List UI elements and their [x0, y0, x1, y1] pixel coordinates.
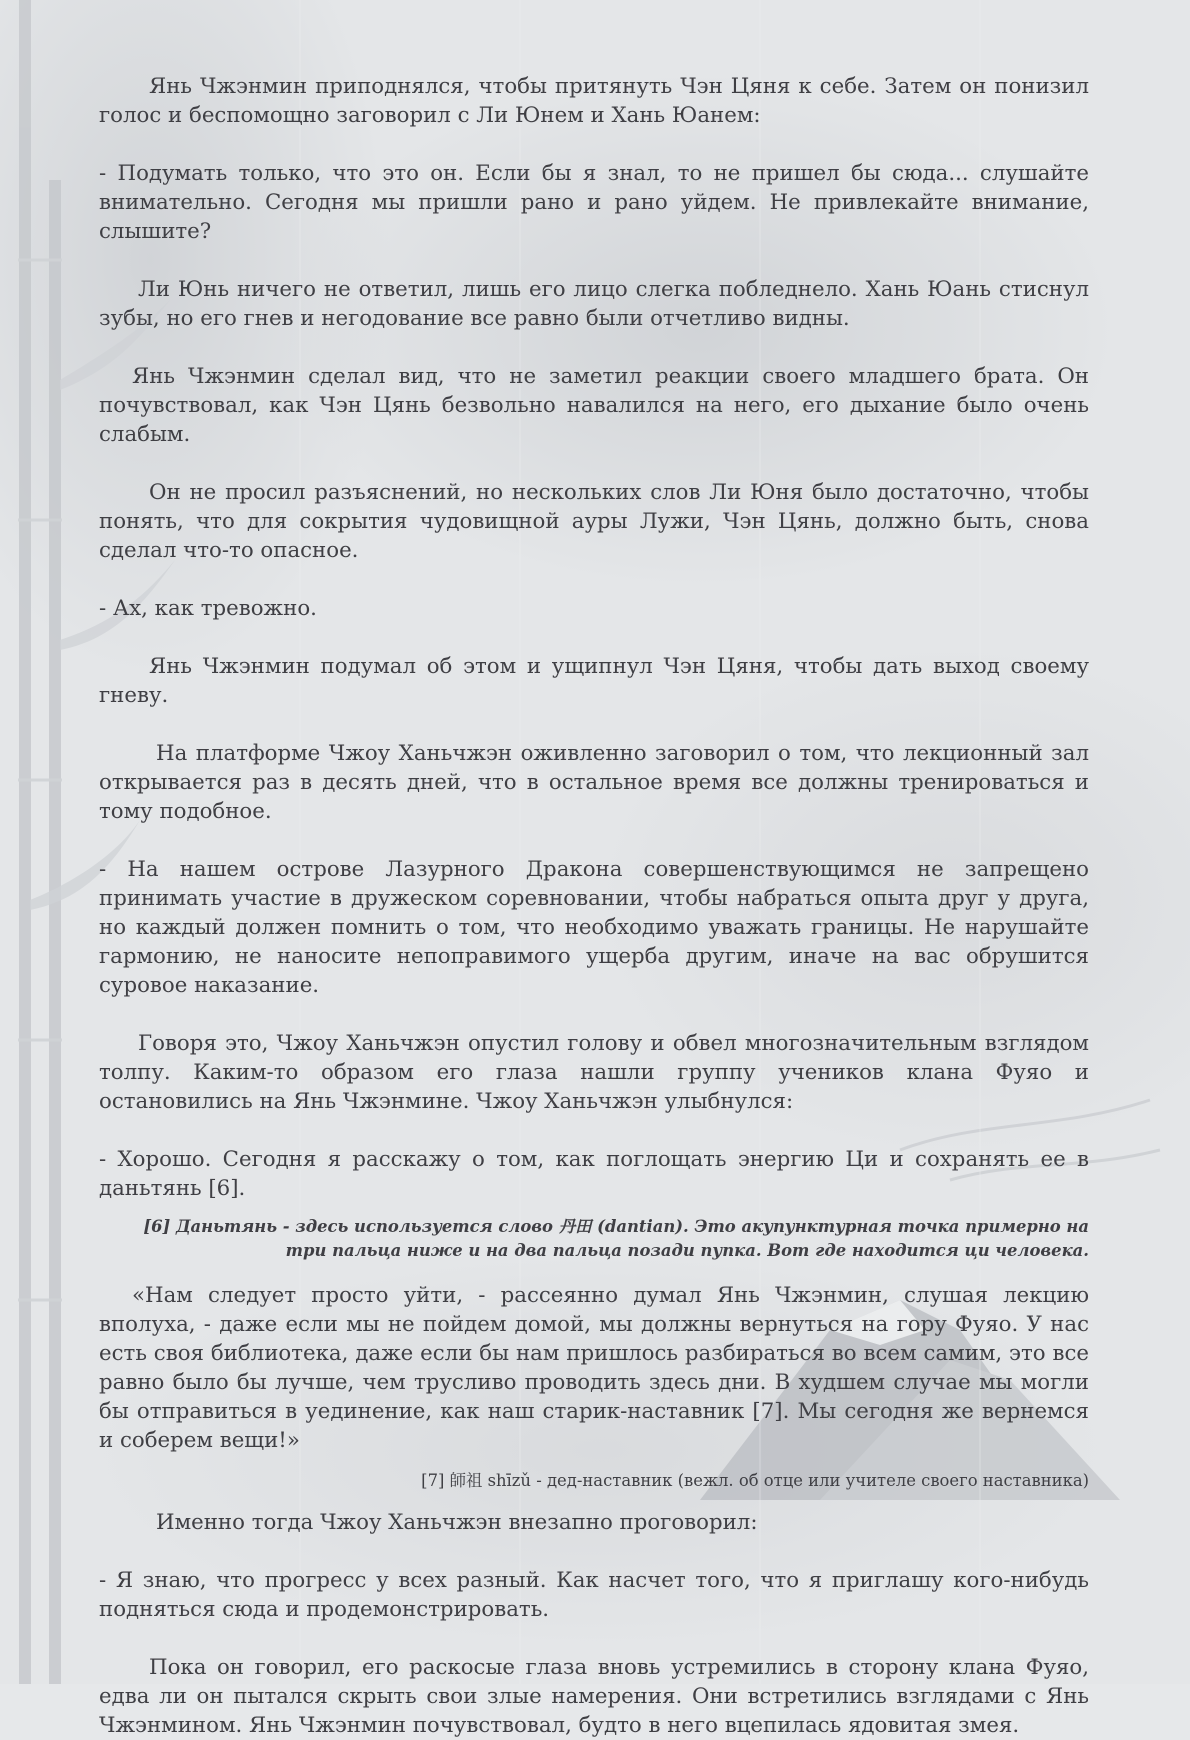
paragraph: Говоря это, Чжоу Ханьчжэн опустил голову и обвел многозначительным взглядом толпу. Каким-то образом его глаза нашли группу учеников клана Фуяо и остановились на Янь Чжэнмине. Чжоу Ханьчжэн улыбнулся: — [99, 1031, 1089, 1114]
paragraph: Янь Чжэнмин подумал об этом и ущипнул Чэн Цяня, чтобы дать выход своему гневу. — [99, 654, 1089, 708]
paragraph: Ли Юнь ничего не ответил, лишь его лицо слегка побледнело. Хань Юань стиснул зубы, но его гнев и негодование все равно были отчетливо видны. — [99, 277, 1089, 331]
footnote-6: [6] Даньтянь - здесь используется слово 丹田 (dantian). Это акупунктурная точка примерно на три пальца ниже и на два пальца позади пупка. Вот где находится ци человека. — [143, 1217, 1089, 1260]
paragraph-dialogue: - Ах, как тревожно. — [99, 596, 317, 621]
footnote-7: [7] 師祖 shīzǔ - дед-наставник (вежл. об отце или учителе своего наставника) — [421, 1471, 1089, 1490]
book-page — [99, 72, 1089, 1740]
paragraph-dialogue: - Хорошо. Сегодня я расскажу о том, как поглощать энергию Ци и сохранять ее в даньтянь [6]. — [99, 1147, 1089, 1201]
paragraph: Именно тогда Чжоу Ханьчжэн внезапно проговорил: — [156, 1510, 758, 1535]
paragraph: На платформе Чжоу Ханьчжэн оживленно заговорил о том, что лекционный зал открывается раз в десять дней, что в остальное время все должны тренироваться и тому подобное. — [99, 741, 1089, 824]
paragraph-dialogue: - Я знаю, что прогресс у всех разный. Как насчет того, что я приглашу кого-нибудь подняться сюда и продемонстрировать. — [99, 1568, 1089, 1622]
paragraph-dialogue: - На нашем острове Лазурного Дракона совершенствующимся не запрещено принимать участие в дружеском соревновании, чтобы набраться опыта друг у друга, но каждый должен помнить о том, что необходимо уважать границы. Не нарушайте гармонию, не наносите непоправимого ущерба другим, иначе на вас обрушится суровое наказание. — [99, 857, 1089, 998]
paragraph: Пока он говорил, его раскосые глаза вновь устремились в сторону клана Фуяо, едва ли он пытался скрыть свои злые намерения. Они встретились взглядами с Янь Чжэнмином. Янь Чжэнмин почувствовал, будто в него вцепилась ядовитая змея. — [99, 1655, 1089, 1738]
paragraph-thought: «Нам следует просто уйти, - рассеянно думал Янь Чжэнмин, слушая лекцию вполуха, - даже если мы не пойдем домой, мы должны вернуться на гору Фуяо. У нас есть своя библиотека, даже если бы нам пришлось разбираться во всем самим, это все равно было бы лучше, чем трусливо проводить здесь дни. В худшем случае мы могли бы отправиться в уединение, как наш старик-наставник [7]. Мы сегодня же вернемся и соберем вещи!» — [99, 1283, 1089, 1453]
paragraph-dialogue: - Подумать только, что это он. Если бы я знал, то не пришел бы сюда... слушайте внимательно. Сегодня мы пришли рано и рано уйдем. Не привлекайте внимание, слышите? — [99, 161, 1089, 244]
paragraph: Янь Чжэнмин приподнялся, чтобы притянуть Чэн Цяня к себе. Затем он понизил голос и беспомощно заговорил с Ли Юнем и Хань Юанем: — [99, 74, 1089, 128]
paragraph: Янь Чжэнмин сделал вид, что не заметил реакции своего младшего брата. Он почувствовал, как Чэн Цянь безвольно навалился на него, его дыхание было очень слабым. — [99, 364, 1089, 447]
paragraph: Он не просил разъяснений, но нескольких слов Ли Юня было достаточно, чтобы понять, что для сокрытия чудовищной ауры Лужи, Чэн Цянь, должно быть, снова сделал что-то опасное. — [99, 480, 1089, 563]
